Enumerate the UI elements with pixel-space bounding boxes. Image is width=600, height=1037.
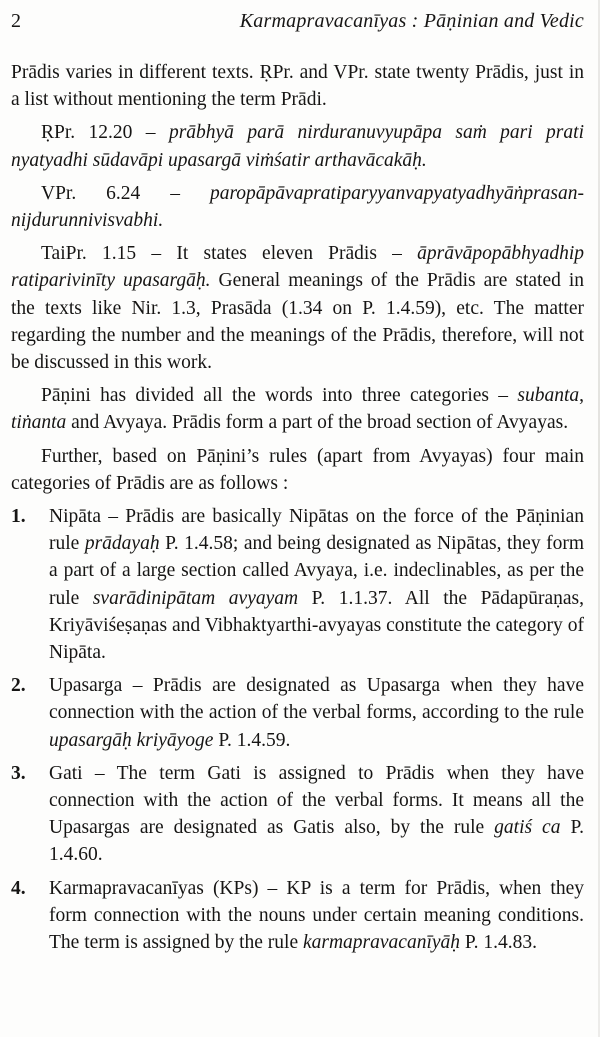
text-segment: Further, based on Pāṇini’s rules (apart from Avyayas) four main categories of Prādis are as follows : [11, 445, 584, 494]
text-segment: tiṅanta [11, 412, 67, 434]
list-item [11, 503, 584, 666]
text-segment: prābhyā parā nirduranuvyupāpa saṁ pari prati nyatyadhi sūdavāpi upasargā viṁśatir arthavācakāḥ. [11, 122, 584, 171]
text-segment: , [579, 385, 584, 407]
text-segment: P. 1.4.83. [460, 932, 537, 954]
page-number: 2 [11, 10, 21, 32]
list-item-number: 4. [11, 877, 26, 899]
text-segment: P. 1.1.37. All the Pādapūraṇas, Kriyāviśeṣaṇas and Vibhaktyarthi-avyayas constitute the category of Nipāta. [49, 587, 584, 664]
paragraph [11, 180, 584, 234]
list-item [11, 672, 584, 754]
text-segment: āprāvāpopābhyadhip ratiparivinīty upasargāḥ. [11, 243, 584, 292]
list-item [11, 760, 584, 869]
list-item [11, 875, 584, 957]
page-header [11, 8, 584, 34]
text-segment: VPr. 6.24 – [41, 182, 210, 204]
text-segment: gatiś ca [494, 817, 561, 839]
text-segment: svarādinipātam avyayam [92, 587, 299, 609]
body-paragraphs [11, 59, 584, 497]
list-item-text [49, 760, 584, 869]
paragraph [11, 59, 584, 113]
paragraph [11, 382, 584, 436]
text-segment: karmapravacanīyāḥ [302, 932, 461, 954]
text-segment: upasargāḥ kriyāyoge [49, 729, 214, 751]
text-segment: Karmapravacanīyas (KPs) – KP is a term for Prādis, when they form connection with the nouns under certain meaning conditions. The term is assigned by the rule [49, 877, 584, 954]
text-segment: subanta [517, 385, 580, 407]
paragraph [11, 443, 584, 497]
text-segment: P. 1.4.58; and being designated as Nipātas, they form a part of a large section called Avyaya, i.e. indeclinables, as per the rule [49, 533, 584, 609]
text-segment: Pāṇini has divided all the words into three categories – [41, 385, 518, 407]
paragraph [11, 240, 584, 376]
text-segment: Prādis varies in different texts. ṚPr. and VPr. state twenty Prādis, just in a list without mentioning the term Prādi. [11, 62, 584, 111]
page-body [11, 59, 584, 956]
text-segment: Gati – The term Gati is assigned to Prādis when they have connection with the action of the verbal forms. It means all the Upasargas are designated as Gatis also, by the rule [49, 762, 584, 839]
text-segment: ṚPr. 12.20 – [41, 122, 169, 144]
text-segment: Nipāta – Prādis are basically Nipātas on the force of the Pāṇinian rule [49, 506, 584, 555]
list-item-number: 3. [11, 762, 26, 784]
text-segment: Upasarga – Prādis are designated as Upasarga when they have connection with the action of the verbal forms, according to the rule [49, 675, 584, 724]
paragraph [11, 119, 584, 173]
list-item-number: 1. [11, 506, 26, 528]
text-segment: paropāpāvapratiparyyanvapyatyadhyāṅprasan-nijdurunnivisvabhi. [11, 182, 584, 232]
text-segment: P. 1.4.60. [49, 817, 585, 866]
text-segment: General meanings of the Prādis are stated in the texts like Nir. 1.3, Prasāda (1.34 on P. 1.4.59), etc. The matter regarding the number and the meanings of the Prādis, therefore, will not be discussed in this work. [11, 270, 584, 374]
text-segment: prādayaḥ [84, 533, 160, 555]
text-segment: TaiPr. 1.15 – It states eleven Prādis – [41, 243, 418, 265]
text-segment: P. 1.4.59. [213, 729, 291, 751]
list-item-text [49, 503, 584, 666]
list-item-number: 2. [11, 675, 26, 697]
running-title: Karmapravacanīyas : Pāṇinian and Vedic [239, 10, 584, 32]
list-item-text [49, 672, 584, 754]
list-item-text [49, 875, 584, 957]
numbered-list [11, 503, 584, 956]
text-segment: and Avyaya. Prādis form a part of the broad section of Avyayas. [66, 412, 569, 434]
